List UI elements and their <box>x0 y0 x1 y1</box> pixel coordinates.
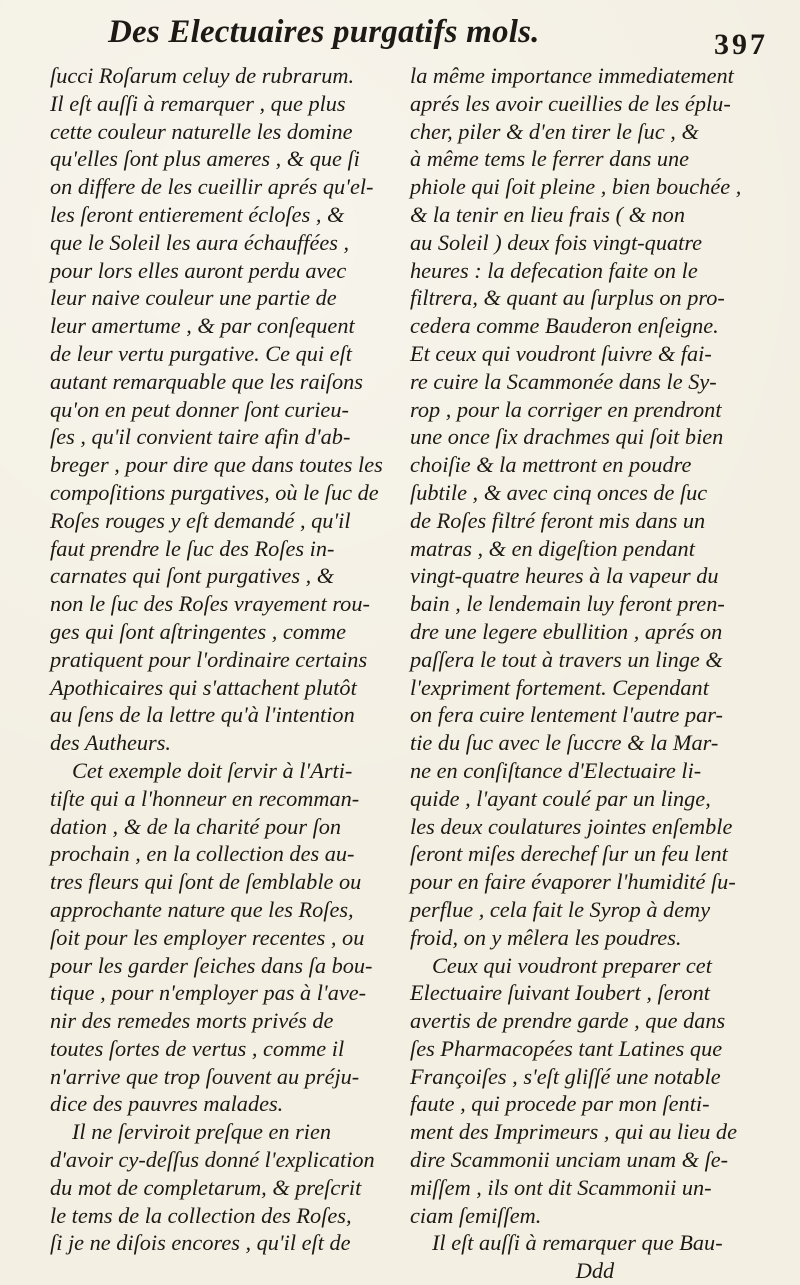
text-line: perflue , cela fait le Syrop à demy <box>410 896 711 922</box>
text-line: le tems de la collection des Roſes, <box>50 1202 352 1228</box>
text-line: vingt-quatre heures à la vapeur du <box>410 563 719 589</box>
text-line: que le Soleil les aura échauffées , <box>50 229 350 255</box>
text-line: tique , pour n'employer pas à l'ave- <box>50 980 367 1006</box>
text-line: aprés les avoir cueillies de les éplu- <box>410 90 731 116</box>
text-line: tres fleurs qui ſont de ſemblable ou <box>50 869 362 895</box>
text-line: Il eſt auſſi à remarquer que Bau- <box>432 1230 723 1256</box>
text-line: faute , qui procede par mon ſenti- <box>410 1091 710 1117</box>
text-line: du mot de completarum, & preſcrit <box>50 1174 362 1200</box>
text-line: ſes , qu'il convient taire afin d'ab- <box>50 424 351 450</box>
text-line: faut prendre le ſuc des Roſes in- <box>50 535 335 561</box>
text-line: miſſem , ils ont dit Scammonii un- <box>410 1174 712 1200</box>
text-line: de Roſes filtré feront mis dans un <box>410 507 706 533</box>
text-line: ne en conſiſtance d'Electuaire li- <box>410 757 702 783</box>
text-line: on fera cuire lentement l'autre par- <box>410 702 723 728</box>
text-line: breger , pour dire que dans toutes les <box>50 452 383 478</box>
page-number: 397 <box>714 28 768 61</box>
text-line: au Soleil ) deux fois vingt-quatre <box>410 229 703 255</box>
text-line: Ddd <box>575 1258 615 1284</box>
text-line: filtrera, & quant au ſurplus on pro- <box>410 285 725 311</box>
text-line: phiole qui ſoit pleine , bien bouchée , <box>410 174 742 200</box>
text-line: une once ſix drachmes qui ſoit bien <box>410 424 724 450</box>
text-line: non le ſuc des Roſes vrayement rou- <box>50 591 370 617</box>
text-line: prochain , en la collection des au- <box>50 841 355 867</box>
text-line: heures : la defecation faite on le <box>410 257 698 283</box>
text-line: & la tenir en lieu frais ( & non <box>410 201 685 227</box>
running-title: Des Electuaires purgatifs mols. <box>108 14 540 50</box>
text-line: dice des pauvres malades. <box>50 1091 284 1117</box>
text-line: de leur vertu purgative. Ce qui eſt <box>50 340 352 366</box>
text-line: les ſeront entierement écloſes , & <box>50 201 345 227</box>
text-line: Il ne ſerviroit preſque en rien <box>72 1119 332 1145</box>
text-line: ſoit pour les employer recentes , ou <box>50 924 365 950</box>
text-line: ment des Imprimeurs , qui au lieu de <box>410 1119 737 1145</box>
text-line: à même tems le ferrer dans une <box>410 146 690 172</box>
text-line: Cet exemple doit ſervir à l'Arti- <box>72 757 353 783</box>
text-line: pratiquent pour l'ordinaire certains <box>50 646 368 672</box>
text-line: ſeront miſes derechef ſur un feu lent <box>410 841 728 867</box>
running-head <box>108 14 774 62</box>
right-text-column <box>410 62 780 1285</box>
text-line: qu'on en peut donner ſont curieu- <box>50 396 349 422</box>
text-line: pour en faire évaporer l'humidité ſu- <box>410 869 736 895</box>
text-line: ſi je ne diſois encores , qu'il eſt de <box>50 1230 351 1256</box>
text-line: des Autheurs. <box>50 730 171 756</box>
text-line: Et ceux qui voudront ſuivre & fai- <box>410 340 712 366</box>
text-line: tie du ſuc avec le ſuccre & la Mar- <box>410 730 719 756</box>
text-line: dre une legere ebullition , aprés on <box>410 618 723 644</box>
text-line: n'arrive que trop ſouvent au préju- <box>50 1063 360 1089</box>
text-line: compoſitions purgatives, où le ſuc de <box>50 479 379 505</box>
text-line: leur amertume , & par conſequent <box>50 313 355 339</box>
text-line: au ſens de la lettre qu'à l'intention <box>50 702 355 728</box>
text-line: tiſte qui a l'honneur en recomman- <box>50 785 360 811</box>
text-line: d'avoir cy-deſſus donné l'explication <box>50 1147 375 1173</box>
text-line: Françoiſes , s'eſt gliſſé une notable <box>410 1063 721 1089</box>
text-line: l'expriment fortement. Cependant <box>410 674 709 700</box>
text-line: toutes ſortes de vertus , comme il <box>50 1035 345 1061</box>
text-line: re cuire la Scammonée dans le Sy- <box>410 368 717 394</box>
text-line: dire Scammonii unciam unam & ſe- <box>410 1147 729 1173</box>
text-line: ſubtile , & avec cinq onces de ſuc <box>410 479 708 505</box>
text-line: autant remarquable que les raiſons <box>50 368 363 394</box>
text-line: froid, on y mêlera les poudres. <box>410 924 682 950</box>
text-line: cedera comme Bauderon enſeigne. <box>410 313 719 339</box>
text-line: approchante nature que les Roſes, <box>50 896 354 922</box>
text-line: cette couleur naturelle les domine <box>50 118 353 144</box>
text-line: on differe de les cueillir aprés qu'el- <box>50 174 374 200</box>
text-line: paſſera le tout à travers un linge & <box>410 646 723 672</box>
text-line: nir des remedes morts privés de <box>50 1008 334 1034</box>
text-line: les deux coulatures jointes enſemble <box>410 813 733 839</box>
text-line: ges qui ſont aſtringentes , comme <box>50 618 347 644</box>
text-line: pour lors elles auront perdu avec <box>50 257 347 283</box>
text-line: Il eſt auſſi à remarquer , que plus <box>50 90 346 116</box>
text-line: leur naive couleur une partie de <box>50 285 337 311</box>
text-line: rop , pour la corriger en prendront <box>410 396 722 422</box>
text-line: ſucci Roſarum celuy de rubrarum. <box>50 63 355 88</box>
text-line: Roſes rouges y eſt demandé , qu'il <box>50 507 351 533</box>
text-line: la même importance immediatement <box>410 63 734 88</box>
text-line: cher, piler & d'en tirer le ſuc , & <box>410 118 699 144</box>
text-line: quide , l'ayant coulé par un linge, <box>410 785 711 811</box>
text-line: qu'elles ſont plus ameres , & que ſi <box>50 146 360 172</box>
text-line: choiſie & la mettront en poudre <box>410 452 692 478</box>
text-line: ciam ſemiſſem. <box>410 1202 542 1228</box>
text-line: Electuaire ſuivant Ioubert , ſeront <box>410 980 710 1006</box>
text-line: carnates qui ſont purgatives , & <box>50 563 335 589</box>
text-line: pour les garder ſeiches dans ſa bou- <box>50 952 373 978</box>
text-line: Ceux qui voudront preparer cet <box>432 952 712 978</box>
text-line: Apothicaires qui s'attachent plutôt <box>50 674 357 700</box>
text-line: avertis de prendre garde , que dans <box>410 1008 726 1034</box>
left-text-column <box>50 62 385 1257</box>
text-line: bain , le lendemain luy feront pren- <box>410 591 725 617</box>
text-line: dation , & de la charité pour ſon <box>50 813 342 839</box>
text-line: ſes Pharmacopées tant Latines que <box>410 1035 723 1061</box>
text-line: matras , & en digeſtion pendant <box>410 535 695 561</box>
